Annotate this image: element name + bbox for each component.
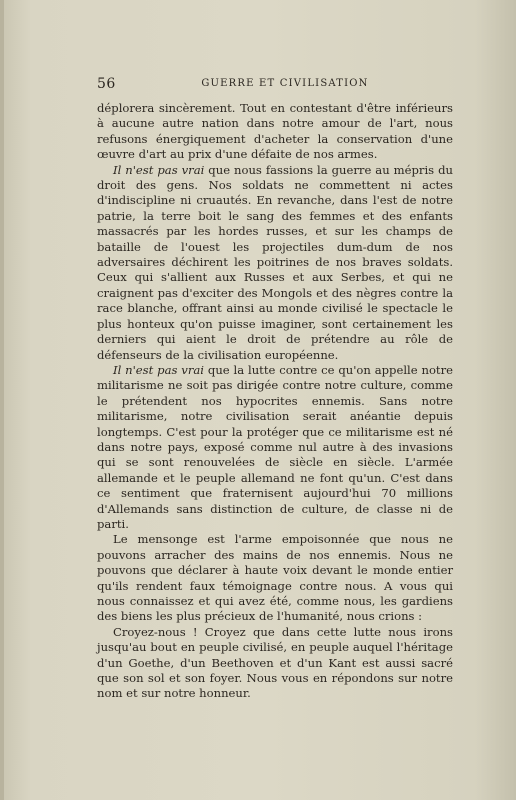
italic-lead: Il n'est pas vrai [113, 362, 205, 377]
paragraph-militarisme [97, 363, 453, 532]
paragraph-text: Croyez-nous ! Croyez que dans cette lutte nous irons jusqu'au bout en peuple civilisé, en peuple auquel l'héritage d'un Goethe, d'un Beethoven et d'un Kant est aussi sacré que son sol et son foyer. Nous vous en répondons sur notre nom et sur notre honneur. [97, 624, 453, 701]
paragraph-continuation [97, 101, 453, 163]
paragraph-text: Le mensonge est l'arme empoisonnée que nous ne pouvons arracher des mains de nos ennemis. Nous ne pouvons que déclarer à haute voix devant le monde entier qu'ils rendent faux témoignage contre nous. A vous qui nous connaissez et qui avez été, comme nous, les gardiens des biens les plus précieux de l'humanité, nous crions : [97, 532, 453, 624]
paragraph-text: que nous fassions la guerre au mépris du droit des gens. Nos soldats ne commettent ni actes d'indiscipline ni cruautés. En revanche, dans l'est de notre patrie, la terre boit le sang des femmes et des enfants massacrés par les hordes russes, et sur les champs de bataille de l'ouest les projectiles dum-dum de nos adversaires déchirent les poitrines de nos braves soldats. Ceux qui s'allient aux Russes et aux Serbes, et qui ne craignent pas d'exciter des Mongols et des nègres contre la race blanche, offrant ainsi au monde civilisé le spectacle le plus honteux qu'on puisse imaginer, sont certainement les derniers qui aient le droit de prétendre au rôle de défenseurs de la civilisation européenne. [97, 162, 453, 362]
running-title: GUERRE ET CIVILISATION [201, 78, 369, 89]
page-edge [0, 0, 4, 800]
paragraph-text: que la lutte contre ce qu'on appelle notre militarisme ne soit pas dirigée contre notre culture, comme le prétendent nos hypocrites ennemis. Sans notre militarisme, notre civilisation serait anéantie depuis longtemps. C'est pour la protéger que ce militarisme est né dans notre pays, exposé comme nul autre à des invasions qui se sont renouvelées de siècle en siècle. L'armée allemande et le peuple allemand ne font qu'un. C'est dans ce sentiment que fraternisent aujourd'hui 70 millions d'Allemands sans distinction de culture, de classe ni de parti. [97, 362, 453, 531]
body-text [97, 101, 453, 702]
paragraph-droit-des-gens [97, 163, 453, 363]
paragraph-croyez-nous [97, 625, 453, 702]
page-header [97, 76, 453, 94]
page-number: 56 [97, 76, 116, 92]
italic-lead: Il n'est pas vrai [113, 162, 205, 177]
paragraph-text: déplorera sincèrement. Tout en contestant d'être inférieurs à aucune autre nation dans notre amour de l'art, nous refusons énergiquement d'acheter la conservation d'une œuvre d'art au prix d'une défaite de nos armes. [97, 101, 453, 162]
paragraph-mensonge [97, 532, 453, 624]
